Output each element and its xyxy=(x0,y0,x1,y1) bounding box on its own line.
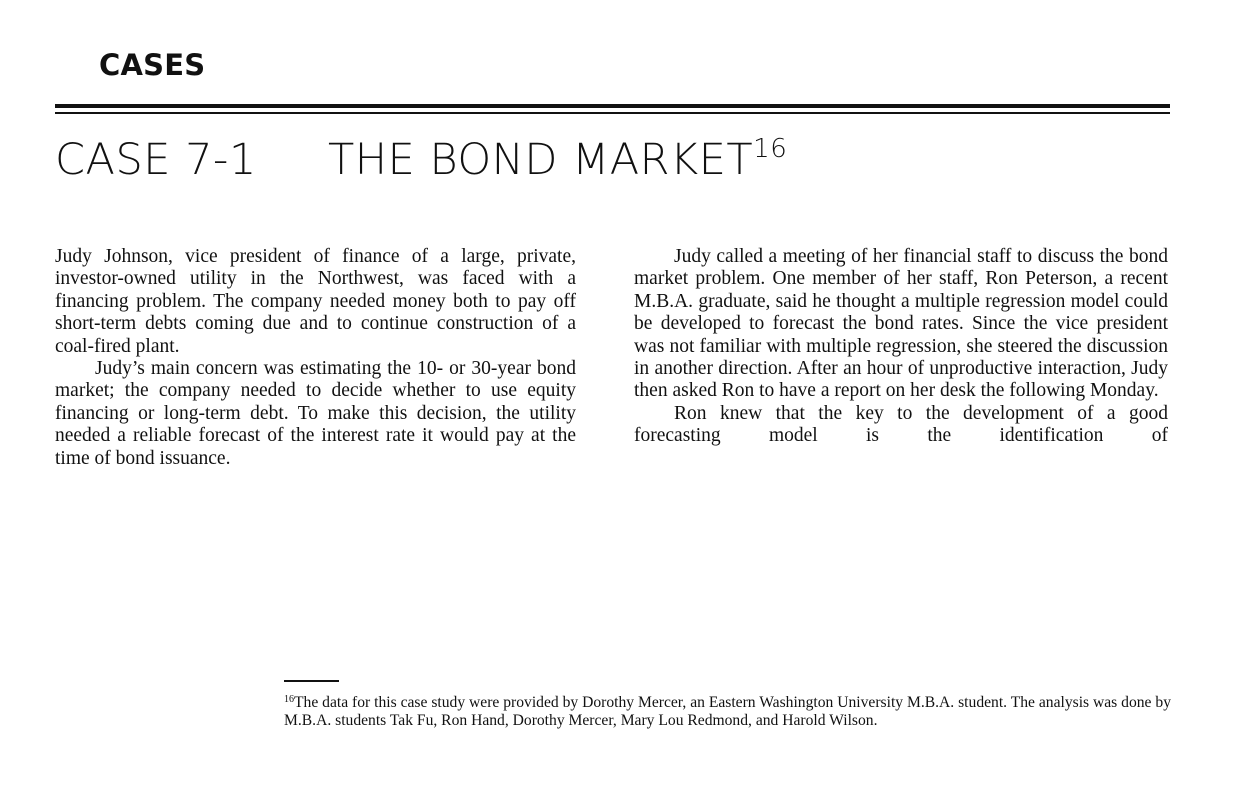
body-column-left xyxy=(55,246,576,470)
paragraph: Ron knew that the key to the development of a good forecasting model is the identification of xyxy=(634,402,1168,447)
header-rule-thick xyxy=(55,104,1170,108)
case-number: CASE 7-1 xyxy=(55,135,257,185)
case-footnote-ref: 16 xyxy=(753,134,788,164)
paragraph: Judy’s main concern was estimating the 10- or 30-year bond market; the company needed to decide whether to use equity financing or long-term debt. To make this decision, the utility needed a reliable forecast of the interest rate it would pay at the time of bond issuance. xyxy=(55,358,576,469)
footnote-rule xyxy=(284,680,339,682)
case-title-text: THE BOND MARKET xyxy=(328,135,754,185)
footnote xyxy=(284,694,1171,729)
case-title xyxy=(55,135,787,185)
header-rule-thin xyxy=(55,112,1170,114)
body-column-right xyxy=(634,246,1168,448)
paragraph: Judy called a meeting of her financial staff to discuss the bond market problem. One member of her staff, Ron Peterson, a recent M.B.A. graduate, said he thought a multiple regression model could be developed to forecast the bond rates. Since the vice president was not familiar with multiple regression, she steered the discussion in another direction. After an hour of unproductive interaction, Judy then asked Ron to have a report on her desk the following Monday. xyxy=(634,246,1168,402)
paragraph: Judy Johnson, vice president of finance of a large, private, investor-owned utility in the Northwest, was faced with a financing problem. The company needed money both to pay off short-term debts coming due and to continue construction of a coal-fired plant. xyxy=(55,246,576,357)
section-label: CASES xyxy=(99,48,206,82)
footnote-text: The data for this case study were provided by Dorothy Mercer, an Eastern Washington University M.B.A. student. The analysis was done by M.B.A. students Tak Fu, Ron Hand, Dorothy Mercer, Mary Lou Redmond, and Harold Wilson. xyxy=(284,694,1171,729)
footnote-marker: 16 xyxy=(284,694,294,705)
